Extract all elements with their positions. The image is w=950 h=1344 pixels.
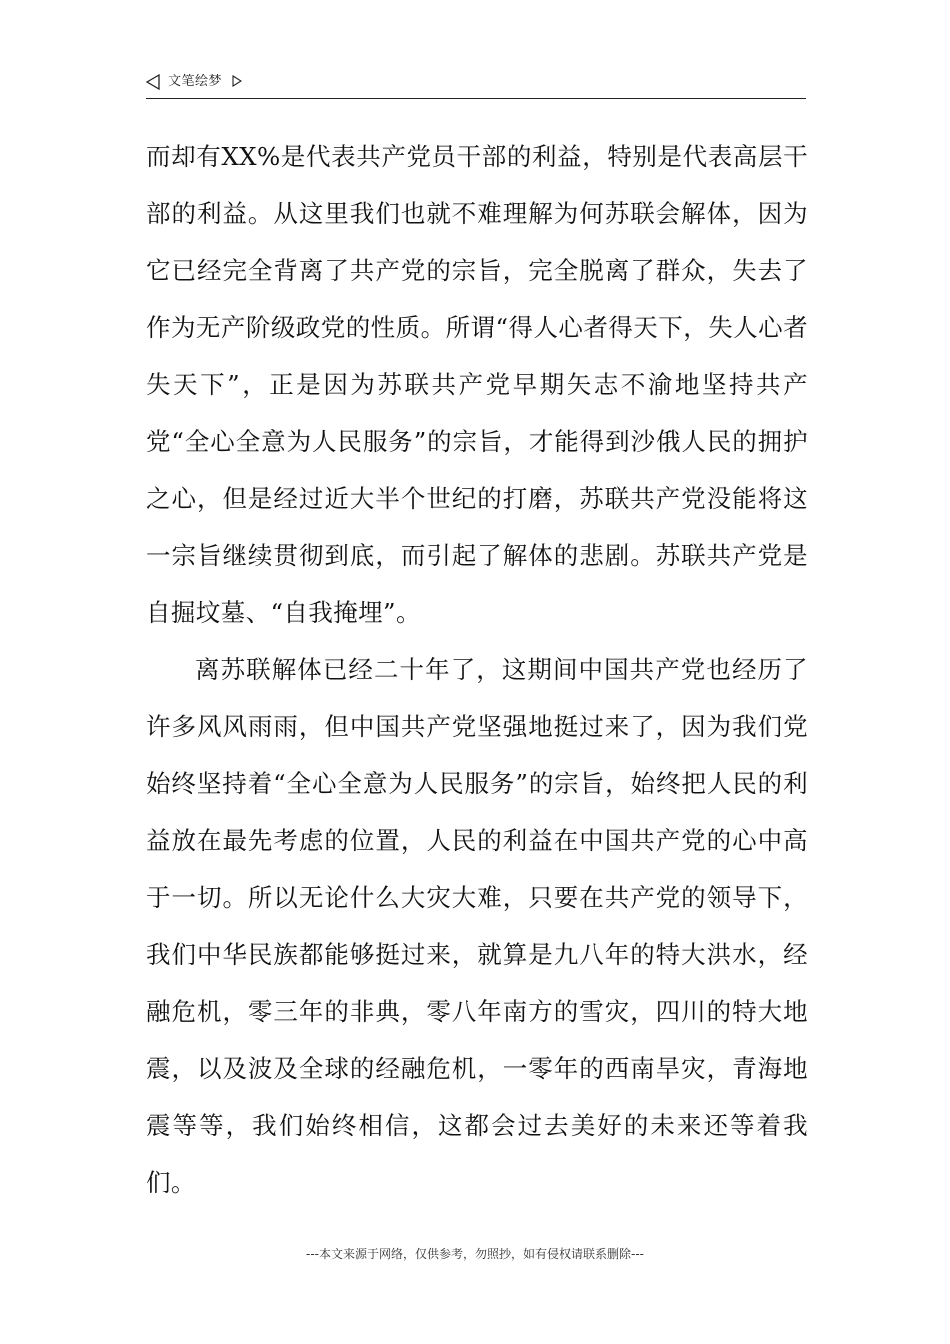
footer-notice: ---本文来源于网络，仅供参考，勿照抄，如有侵权请联系删除--- — [306, 1247, 644, 1261]
page-header — [146, 72, 806, 99]
paragraph-1: 而却有XX%是代表共产党员干部的利益，特别是代表高层干部的利益。从这里我们也就不难理解为何苏联会解体，因为它已经完全背离了共产党的宗旨，完全脱离了群众，失去了作为无产阶级政党的性质。所谓“得人心者得天下，失人心者失天下”，正是因为苏联共产党早期矢志不渝地坚持共产党“全心全意为人民服务”的宗旨，才能得到沙俄人民的拥护之心，但是经过近大半个世纪的打磨，苏联共产党没能将这一宗旨继续贯彻到底，而引起了解体的悲剧。苏联共产党是自掘坟墓、“自我掩埋”。 — [146, 142, 808, 627]
paragraph-2: 离苏联解体已经二十年了，这期间中国共产党也经历了许多风风雨雨，但中国共产党坚强地挺过来了，因为我们党始终坚持着“全心全意为人民服务”的宗旨，始终把人民的利益放在最先考虑的位置，人民的利益在中国共产党的心中高于一切。所以无论什么大灾大难，只要在共产党的领导下，我们中华民族都能够挺过来，就算是九八年的特大洪水，经融危机，零三年的非典，零八年南方的雪灾，四川的特大地震，以及波及全球的经融危机，一零年的西南旱灾，青海地震等等，我们始终相信，这都会过去美好的未来还等着我们。 — [146, 655, 808, 1197]
triangle-right-outline-icon — [232, 75, 242, 87]
triangle-left-outline-icon — [146, 74, 160, 90]
document-body — [146, 128, 808, 1211]
header-title: 文笔绘梦 — [168, 74, 223, 89]
